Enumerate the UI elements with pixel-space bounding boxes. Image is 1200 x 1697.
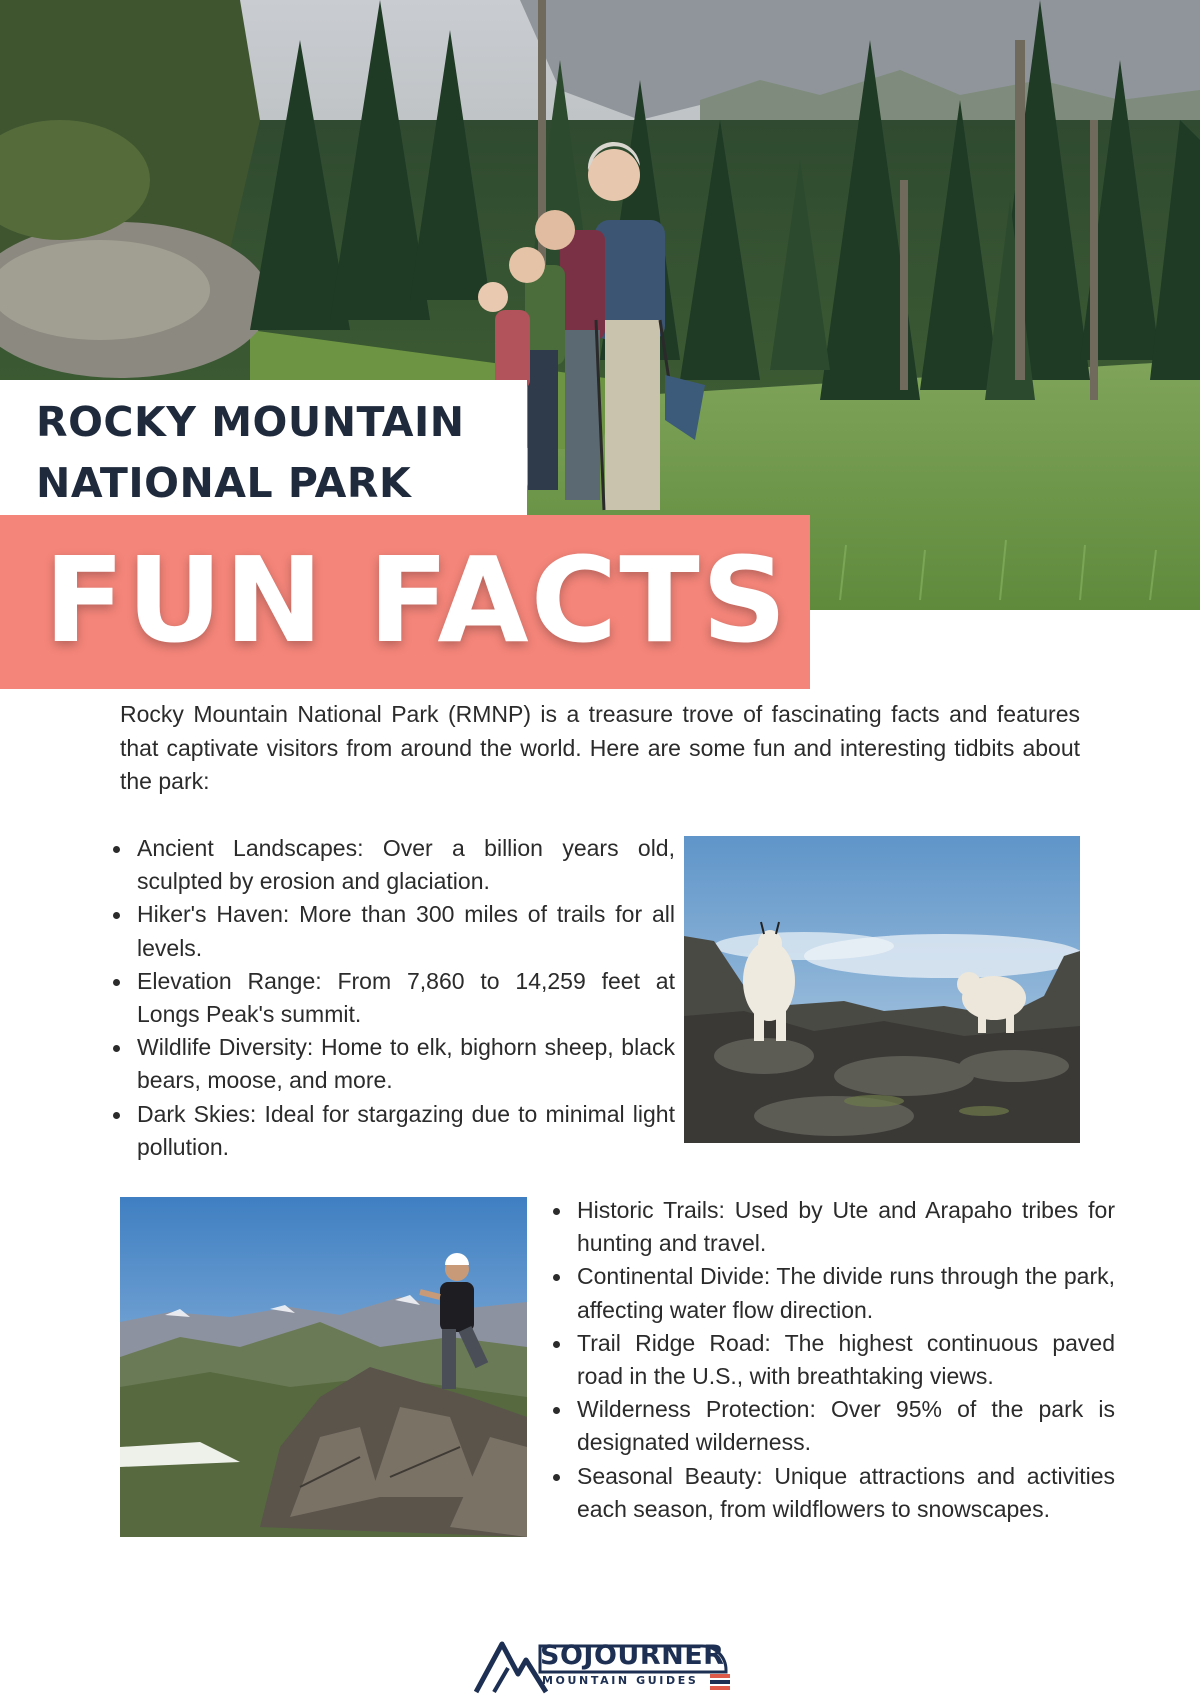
- title-line-1: ROCKY MOUNTAIN: [36, 398, 465, 446]
- logo-name: SOJOURNER: [540, 1640, 725, 1671]
- intro-paragraph: Rocky Mountain National Park (RMNP) is a treasure trove of fascinating facts and features that captivate visitors from around the world. Here are some fun and interesting tidbits about the park:: [120, 701, 1080, 794]
- fun-facts-heading: FUN FACTS: [44, 531, 789, 669]
- list-item: • Wildlife Diversity: Home to elk, bighorn sheep, black bears, moose, and more.: [133, 1031, 675, 1097]
- list-item: • Elevation Range: From 7,860 to 14,259 feet at Longs Peak's summit.: [133, 965, 675, 1031]
- list-item: • Continental Divide: The divide runs through the park, affecting water flow direction.: [573, 1260, 1115, 1326]
- list-item: • Ancient Landscapes: Over a billion years old, sculpted by erosion and glaciation.: [133, 832, 675, 898]
- list-item: • Trail Ridge Road: The highest continuous paved road in the U.S., with breathtaking views.: [573, 1327, 1115, 1393]
- title-line-2: NATIONAL PARK: [36, 459, 412, 507]
- logo-tagline: MOUNTAIN GUIDES: [542, 1674, 699, 1687]
- list-item: • Seasonal Beauty: Unique attractions and activities each season, from wildflowers to snowscapes.: [573, 1460, 1115, 1526]
- title-box: [0, 380, 527, 522]
- list-item: • Dark Skies: Ideal for stargazing due to minimal light pollution.: [133, 1098, 675, 1164]
- list-item: • Hiker's Haven: More than 300 miles of trails for all levels.: [133, 898, 675, 964]
- list-item: • Historic Trails: Used by Ute and Arapaho tribes for hunting and travel.: [573, 1194, 1115, 1260]
- fun-facts-banner: [0, 515, 810, 689]
- facts-list-1: [105, 832, 675, 1164]
- sojourner-logo: [474, 1638, 738, 1694]
- summit-hiker-photo: [120, 1197, 527, 1537]
- mountain-goats-photo: [684, 836, 1080, 1143]
- facts-list-2: [545, 1194, 1115, 1526]
- list-item: • Wilderness Protection: Over 95% of the park is designated wilderness.: [573, 1393, 1115, 1459]
